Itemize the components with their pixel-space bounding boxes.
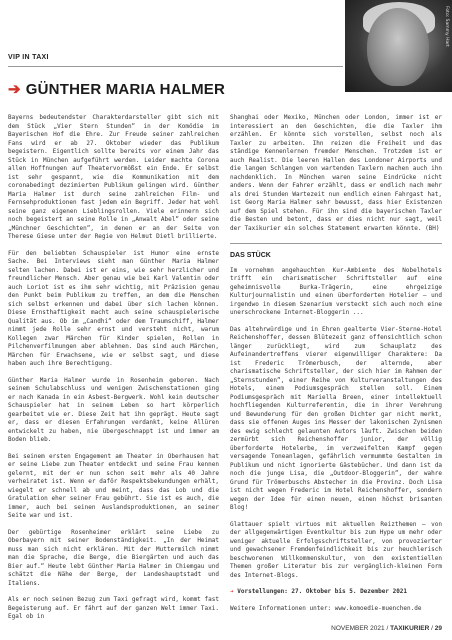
- left-paragraph-4: Bei seinem ersten Engagement am Theater in Oberhausen hat er seine Liebe zum Theater entdeckt und seine Frau kennen gelernt, mit der er nun schon seit mehr als 40 Jahre verheiratet ist. Wenn er daför Respektsbekundungen erhält, wiegelt er schnell ab und meint, dass das Lob und die Gratulation eher seiner Frau gebührt. Sie ist es auch, die immer, auch bei seinen Auslandsproduktionen, an seiner Seite war und ist.: [8, 452, 219, 519]
- photo-credit: Foto: Sammy Hart: [444, 6, 449, 47]
- right-paragraph-3: Das altehrwürdige und in Ehren gealterte Vier-Sterne-Hotel Reichenshoffer, dessen Blütezeit ganz offensichtlich schon länger zurückliegt, wird zum Schauplatz des Aufeinandertreffens vierer eigenwilliger Charaktere: Da ist Frederic Trömerbusch, der alternde, aber charismatische Schriftsteller, der sich hier im Rahmen der „Sternstunden“, einer Reihe von Kulturveranstaltungen des Hotels, einem Podiumsgespräch stellen soll. Einem Podiumsgespräch mit Mariella Breen, einer intellektuell hochfliegenden Kulturreferentin, die in ihrer Verehrung und Bewunderung für den großen Dichter gar nicht merkt, dass sie offenen Auges ins Messer der lakonischen Zynismen des ewig schlecht gelaunten Autors läuft. Zwischen beiden zermürbt sich Reichenshoffer junior, der völlig überforderte Hotelerbe, im verzweifelten Kampf gegen versagende Toneanlagen, gefährlich vermummte Gestalten im Publikum und nicht ignorierte Gästebücher. Und dann ist da noch die junge Lisa, die „Outdoor-Bloggerin“, der wahre Grund für Trömerbuschs Abstecher in die Provinz. Doch Lisa ist nicht wegen Frederic im Hotel Reichenshoffer, sondern wegen der Idee für einen neuen, einen höchst brisanten Blog!: [230, 325, 442, 511]
- section-label: VIP IN TAXI: [8, 54, 49, 61]
- dates-text: Vorstellungen: 27. Oktober bis 5. Dezember 2021: [237, 588, 408, 595]
- portrait-face: [367, 8, 429, 86]
- top-divider: [8, 66, 343, 67]
- left-paragraph-2: Für den beliebten Schauspieler ist Humor eine ernste Sache. Bei Interviews sieht man Günther Maria Halmer selten lachen. Dabei ist er eins, wie sehr herzlicher und freundlicher Mensch. Aber genau wie bei Karl Valentin oder auch Loriot ist es ihm sehr wichtig, mit Präzision genau den Punkt beim Publikum zu treffen, an dem die Menschen sich selbst erkennen und dabei über sich lachen können. Diese Ernsthaftigkeit macht auch seine schauspielerische Qualität aus. Ob im „Candhi“ oder dem Traumschiff, Halmer nimmt jede Rolle sehr ernst und versteht nicht, warum Kollegen zwar Märchen für Kinder spielen, Rollen in Pilchenverfilmungen aber ablehnen. Das sind auch Märchen, Märchen für Erwachsene, wie er selbst sagt, und diese haben auch ihre Berechtigung.: [8, 249, 219, 367]
- right-paragraph-2: Im vornehmn angehauchten Kur-Ambiente des Nobelhotels trifft ein charismatischer Schriftsteller auf eine geheimnisvolle Burka-Trägerin, eine ehrgeizige Kulturjournalistin und einen überforderten Hotelier – und irgendwo in diesem Szenarium versteckt sich auch noch eine unerschrockene Internet-Bloggerin ...: [230, 266, 442, 316]
- more-info-text: Weitere Informationen unter: www.komoedie-muenchen.de: [230, 604, 422, 612]
- section-divider: [230, 243, 442, 244]
- arrow-right-icon: ➔: [230, 588, 234, 595]
- footer-separator: /: [386, 625, 389, 632]
- left-paragraph-6: Als er noch seinen Bezug zum Taxi gefragt wird, kommt fast Begeisterung auf. Er fährt auf der ganzen Welt immer Taxi. Egal ob in: [8, 596, 219, 620]
- left-paragraph-1: Bayerns bedeutendster Charakterdarsteller gibt sich mit dem Stück „Vier Stern Stunden“ in der Komödie im Bayerischen Hof die Ehre. Zur Freude seiner zahlreichen Fans wird er ab 27. Oktober wieder das Publikum begeistern. Eigentlich sollte bereits vor einem Jahr das Stück in München aufgeführt werden. Leider machte Corona allen Hoffnungen auf Theatervormößst ein Ende. Er selbst ist sehr gespannt, wie die Kommunikation mit dem coronabedingt dezimierten Publikum gelingen wird. Günther Maria Halmer ist durch seine zahlreichen Film- und Fernsehproduktionen fast jedem ein Begriff. Jeder hat wohl seine ganz eigenen Lieblingsrollen. Viele erinnern sich noch begeistert an seine Rolle in „Anwalt Abel“ oder seine „Münchner Geschichten“, in denen er an der Seite von Therese Giese unter der Regie von Helmut Dietl brillierte.: [8, 114, 219, 240]
- title-text: GÜNTHER MARIA HALMER: [25, 81, 226, 98]
- left-paragraph-5: Der gebürtige Rosenheimer erklärt seine Liebe zu Oberbayern mit seiner Bodenständigkeit. „In der Heimat muss man sich nicht erklären. Mit der Muttermilch nimmt man die Sprache, die Berge, die Biergärten und auch das Bier auf.“ Heute lebt Günther Maria Halmer im Chiemgau und schätzt die Nähe der Berge, der Landeshauptstadt und Italiens.: [8, 528, 219, 587]
- page-number: 29: [434, 625, 442, 632]
- portrait-photo: [345, 0, 452, 92]
- left-paragraph-3: Günther Maria Halmer wurde in Rosenheim geboren. Nach seinem Schulabschluss und wenigen Zwischenstationen ging er nach Kanada in ein Asbest-Bergwerk. Wohl kein deutscher Schauspieler hat in seinem Leben so hart körperlich gearbeitet wie er. Diese Zeit hat ihn geprägt. Heute sagt er, dass er diesen Erfahrungen verdankt, keine Allüren entwickelt zu haben, nie übergeschnappt ist und immer am Boden blieb.: [8, 376, 219, 443]
- performance-dates: [230, 588, 442, 597]
- arrow-right-icon: ➔: [8, 81, 21, 98]
- right-column: [230, 114, 442, 621]
- footer-date: NOVEMBER 2021: [331, 625, 385, 632]
- left-column: [8, 114, 219, 630]
- right-paragraph-1: Shanghai oder Mexiko, München oder London, immer ist er interessiert an den Geschichten, die die Taxler ihm erzählen. Er könnte sich vorstellen, selbst noch als Taxler zu arbeiten. Ihn reizen die Freiheit und das ständige Kennenlernen fremder Menschen. Trotzdem ist er auch Realist. Die leeren Hallen des Londoner Airports und die langen Schlangen von wartenden Taxlern machen auch ihn nachdenklich. In München waren seine Eindrücke nicht anders. Wenn der Fahrer erzählt, dass er endlich nach mehr als drei Stunden Wartezeit nun endlich einen Fahrgast hat, ist Georg Maria Halmer sehr bewusst, dass hier Existenzen auf dem Spiel stehen. Für ihn sind die bayerischen Taxler die Besten und betont, dass er dies nicht nur sagt, weil der Taxikurier ein solches Statement erwarten könnte. (BH): [230, 114, 442, 232]
- more-info: [230, 605, 442, 614]
- subheading-das-stueck: DAS STÜCK: [230, 252, 271, 259]
- page-footer: [331, 625, 442, 632]
- right-paragraph-4: Glattauer spielt virtuos mit aktuellen Reizthemen – von der allgegenwärtigen Eventkultur bis zum Hype um mehr oder weniger aktuelle Erfolgsschriftsteller, von provozierter und gewachsener Fremdenfeindlichkeit bis zur heuchlerisch beschworenen Willkommenskultur, von den existentiellen Themen großer Literatur bis zur vergänglich-kleinen Form des Internet-Blogs.: [230, 520, 442, 579]
- article-title: [8, 80, 225, 98]
- footer-separator-2: /: [431, 625, 433, 632]
- footer-magazine: TAXIKURIER: [390, 625, 430, 632]
